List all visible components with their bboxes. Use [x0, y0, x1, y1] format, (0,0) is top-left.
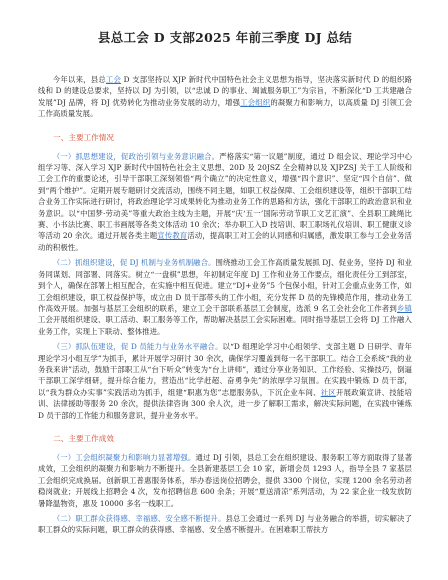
work-paragraph-1 — [38, 151, 412, 254]
intro-text-start: 今年以来，县总 — [52, 75, 106, 84]
paragraph-lead: （二）职工群众获得感、幸福感、安全感不断提升。 — [52, 514, 226, 523]
intro-text-end: 的凝聚力和影响力，以高质量 DJ 引领工会工作高质量发展。 — [38, 97, 413, 119]
work-paragraph-3 — [38, 341, 412, 421]
section-heading-work: 一、主要工作情况 — [53, 132, 114, 142]
document-title: 县总工会 D 支部2025 年前三季度 DJ 总结 — [97, 30, 353, 45]
paragraph-text: 围绕推动工会工作高质量发展抓 DJ、促业务，坚持 DJ 和业务同谋划、同部署、同落实。树立“一盘棋”思想，年初制定年度 DJ 工作和业务工作要点，细化责任分工到部室，到个人，确保在部署上相互配合，在实施中相互促进。建立“DJ+业务”5 个包保小组，针对工会重点业务工作，如工会组织建设，职工权益保护等，成立由 D 员干部带头的工作小组，充分发挥 D 员的先锋模范作用，推动业务工作高效开展。加强与基层工会组织的联系，建立工会干部联系基层工会制度，选派 9 名工会社会化工作者到 — [38, 258, 412, 313]
link-shequ[interactable]: 社区 — [320, 387, 336, 397]
paragraph-lead: （三）抓队伍建设，促 D 员能力与业务水平融合。 — [52, 342, 223, 352]
link-xuanchuan-jiaoyu[interactable]: 宣传教育 — [157, 231, 188, 241]
paragraph-lead: （二）抓组织建设，促 DJ 机制与业务机制融合。 — [52, 258, 216, 268]
results-paragraph-2 — [38, 513, 412, 536]
paragraph-lead: （一）工会组织凝聚力和影响力显著增强。 — [52, 452, 196, 462]
paragraph-text: 通过 DJ 引领，县总工会在组织建设、服务职工等方面取得了显著成效，工会组织的凝聚力和影响力不断提升。全县新建基层工会 10 家，新增会员 1293 人，指导全县 7 家基层工会组织完成换届。创新职工普惠服务体系，举办春送岗位招聘会，提供 3300 个岗位，实现 1200 余名劳动者稳岗就业；开展线上招聘会 4 次，发布招聘信息 600 余条；开展“夏送清凉”系列活动，为 22 家企业一线发放防暑降温物资，惠及 10000 多名一线职工。 — [38, 452, 413, 508]
paragraph-text: 严格落实“第一议题”制度，通过 D 组会议、理论学习中心组学习等、深入学习 XJP 新时代中国特色社会主义思想、20D 及 20JSZ 全会精神以及 XJPZSJ 关于工人阶级和工会工作的重要论述，引导干部职工深刻领悟“两个确立”的决定性意义，增强“四个意识”、坚定“四个自信”、做到“两个维护”。定期开展专题研讨交流活动，围绕不同主题，如职工权益保障、工会组织建设等，组织干部职工结合业务工作实际进行研讨，将政治理论学习成果转化为推动业务工作的思路和方法，强化干部职工的政治意识和业务意识。以“中国梦·劳动美”等重大政治主线为主题，开展“庆‘五一’国际劳动节职工文艺汇演”、全县职工跳绳比赛、小书法比赛、职工书画展等各类文体活动 10 余次；举办职工入D 技培训、职工职场礼仪培训、职工健康义诊等活动 20 余次。通过开展各类主题 — [38, 151, 412, 241]
results-paragraph-1 — [38, 452, 412, 509]
paragraph-text-end: 开展政策宣讲、技能培训、法律援助等服务 20 余次，提供法律咨询 300 余人次，进一步了解职工需求，解决实际问题，在实践中锤炼 D 员干部的工作能力和服务意识，提升业务水平。 — [38, 387, 412, 420]
paragraph-text: 县总工会通过一系列 DJ 与业务融合的举措，切实解决了职工群众的实际问题，职工群众的获得感、幸福感、安全感不断提升。在困难职工帮扶方 — [38, 514, 412, 535]
link-gonghui-zuzhi[interactable]: 工会组织 — [240, 97, 271, 107]
link-xiangzhen[interactable]: 乡镇 — [396, 303, 412, 313]
paragraph-text-end: 活动，提高职工对工会的认同感和归属感，激发职工参与工会业务活动的积极性。 — [38, 231, 412, 252]
paragraph-text-end: 工会开展组织建设、职工活动、职工服务等工作，帮助解决基层工会实际困难。同时指导基层工会将 DJ 工作融入业务工作，实现上下联动、整体推进。 — [38, 315, 412, 336]
paragraph-text: 以“D 组理论学习中心组领学、支部主题 D 日研学、青年理论学习小组互学”为抓手，累计开展学习研讨 30 余次，确保学习覆盖到每一名干部职工。结合工会系统“我的业务我来讲”活动，鼓励干部职工从“台下听众”转变为“台上讲师”，通过分享业务知识、工作经验、实操技巧，倒逼干部职工深学细研，提升综合能力，营造出“比学赶超、奋勇争先”的浓厚学习氛围。在实践中锻炼 D 员干部，以“我为群众办实事”实践活动为抓手，组建“职惠为您”志愿服务队，下沉企业车间、 — [38, 342, 412, 397]
intro-text-middle: D 支部坚持以 XJP 新时代中国特色社会主义思想为指导，坚决落实新时代 D 的组织路线和 D 的建设总要求，坚持以 DJ 为引领，以“忠诚 D 的事业、竭诚服务职工”为宗旨，不断深化“D 工共建融合发展”DJ 品牌，将 DJ 优势转化为推动业务发展的动力，增强 — [38, 75, 412, 107]
work-paragraph-2 — [38, 257, 412, 337]
paragraph-lead: （一）抓思想建设，促政治引领与业务意识融合。 — [52, 151, 220, 161]
title-spacer — [38, 50, 412, 74]
section-heading-results: 二、主要工作成效 — [53, 433, 114, 443]
intro-paragraph — [38, 74, 412, 120]
link-gonghui[interactable]: 工会 — [105, 75, 122, 84]
